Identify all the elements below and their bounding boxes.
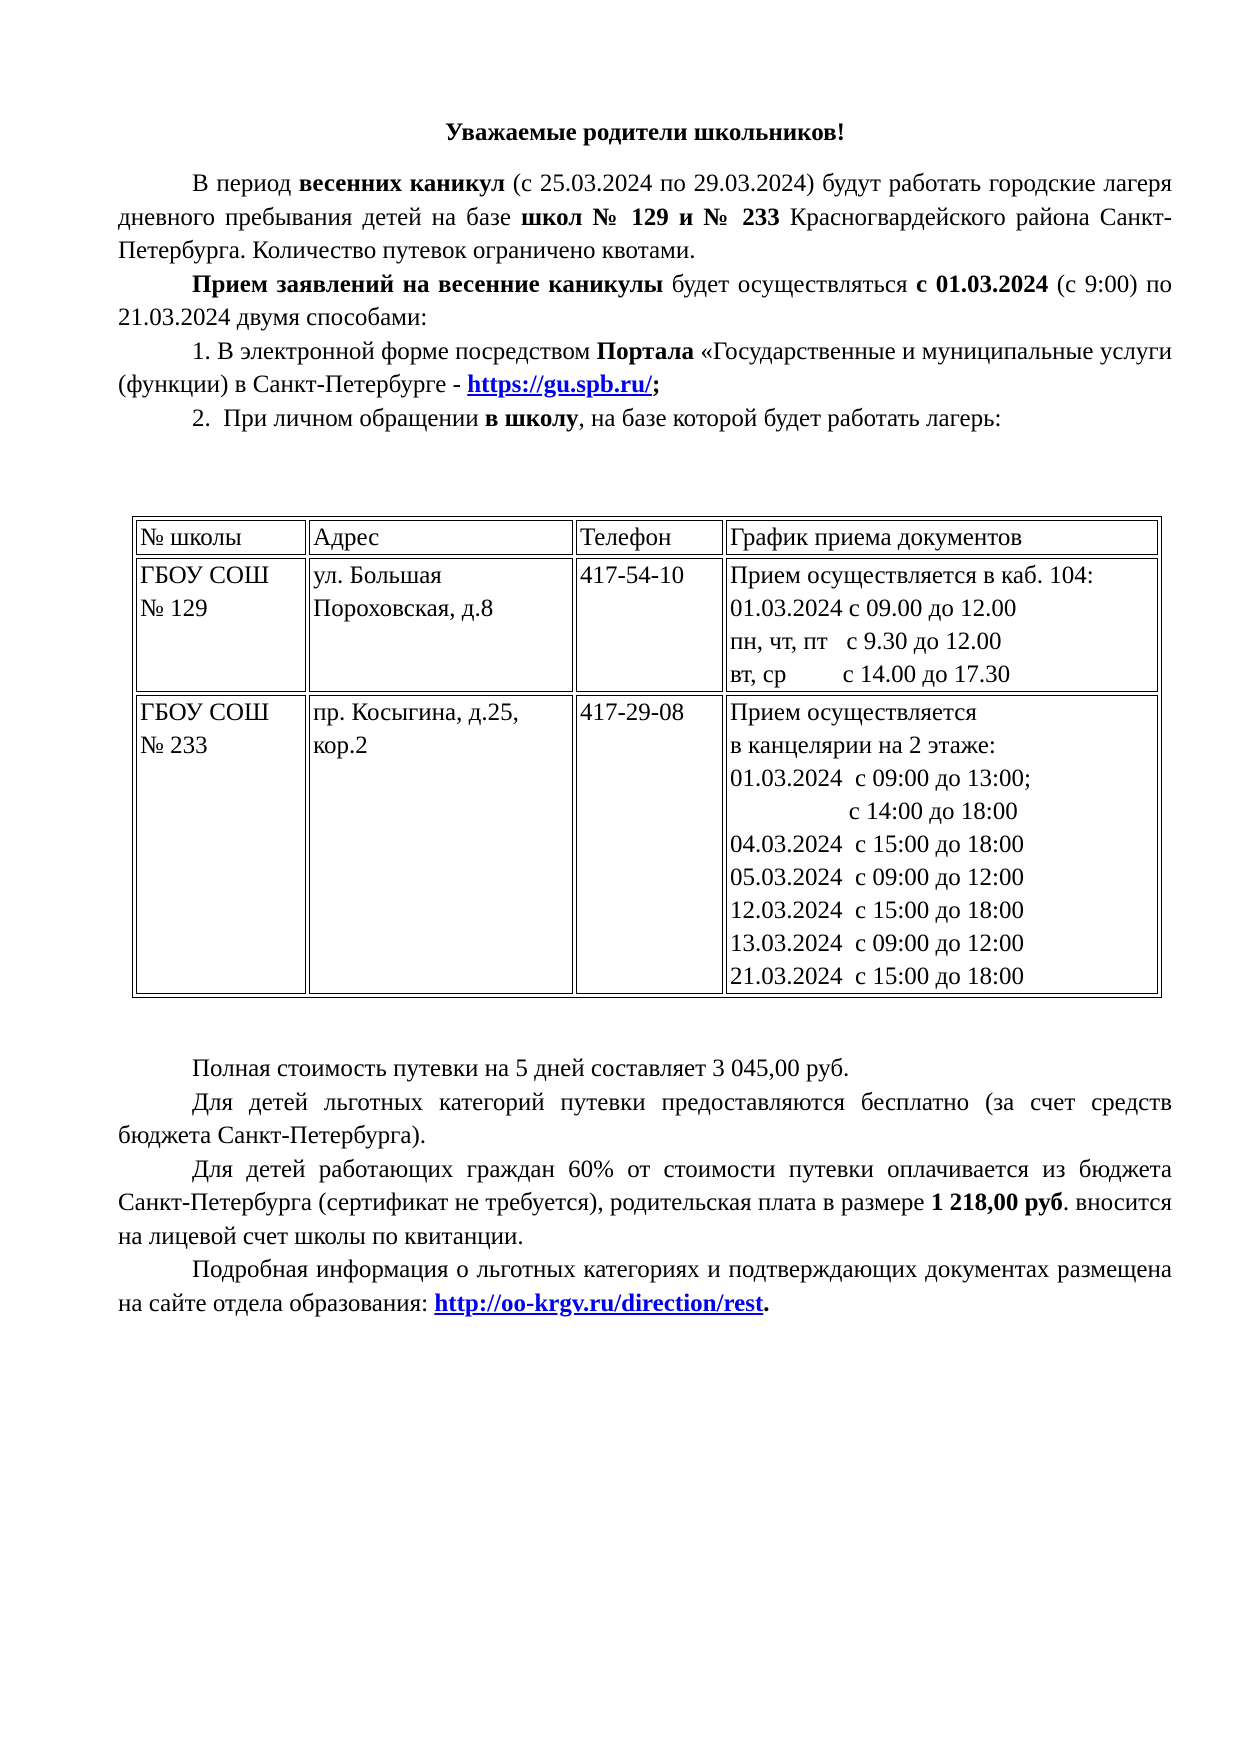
bold-text: Прием заявлений на весенние каникулы [192,270,664,298]
cell-address [309,558,573,692]
bold-text: школ № 129 и № 233 [520,203,780,231]
page-title: Уважаемые родители школьников! [445,119,845,146]
cell-schedule [726,695,1158,994]
bold-text: весенних каникул [298,170,506,197]
cell-line: 01.03.2024 с 09:00 до 13:00; [730,765,1031,792]
cell-line: 13.03.2024 с 09:00 до 12:00 [730,930,1024,957]
portal-link[interactable]: https://gu.spb.ru/ [467,371,652,398]
header-schedule: График приема документов [726,520,1158,555]
paragraph-cost: Полная стоимость путевки на 5 дней составляет 3 045,00 руб. [192,1055,850,1082]
cell-line: вт, ср с 14.00 до 17.30 [730,661,1011,688]
list-item-portal [118,335,1172,402]
cell-school [136,695,306,994]
paragraph-payment [118,1153,1172,1254]
punctuation: . [763,1289,770,1317]
cell-line: 21.03.2024 с 15:00 до 18:00 [730,963,1024,990]
paragraph-free: Для детей льготных категорий путевки предоставляются бесплатно (за счет средств бюджета Санкт-Петербурга). [118,1088,1172,1149]
cell-line: № 129 [140,595,208,622]
text: При личном обращении [223,404,485,432]
cell-phone: 417-54-10 [576,558,723,692]
cell-line: 01.03.2024 с 09.00 до 12.00 [730,595,1017,622]
cell-address [309,695,573,994]
paragraph-info [118,1253,1172,1320]
header-phone: Телефон [576,520,723,555]
text: «Государственные и муниципальные услуги (функции) в Санкт-Петербурге - [118,337,1173,398]
header-address: Адрес [309,520,573,555]
text: (с 9:00) по 21.03.2024 двумя способами: [118,270,1172,331]
cell-line: 05.03.2024 с 09:00 до 12:00 [730,864,1024,891]
text: (с 25.03.2024 по 29.03.2024) будут работать городские лагеря дневного пребывания детей на базе [118,170,1172,231]
cell-school [136,558,306,692]
cell-line: Прием осуществляется в каб. 104: [730,562,1094,589]
intro-block [118,167,1172,435]
cell-line: ГБОУ СОШ [140,562,270,589]
cell-line: № 233 [140,732,208,759]
list-item-school [118,402,1172,436]
list-number: 2. [192,404,211,432]
cell-line: кор.2 [313,732,368,759]
text: будет осуществляться [663,270,917,298]
cell-line: пн, чт, пт с 9.30 до 12.00 [730,628,1002,655]
text: Красногвардейского района Санкт-Петербурга. Количество путевок ограничено квотами. [118,203,1172,264]
cell-line: пр. Косыгина, д.25, [313,699,519,726]
paragraph-camps [118,167,1172,268]
cell-line: Прием осуществляется [730,699,977,726]
bold-text: в школу [484,404,579,432]
table-row [136,558,1158,692]
table-header-row [136,520,1158,555]
bold-text: 1 218,00 руб [930,1189,1063,1216]
text: . вносится на лицевой счет школы по квитанции. [118,1189,1173,1250]
cell-line: 12.03.2024 с 15:00 до 18:00 [730,897,1024,924]
punctuation: ; [652,371,661,398]
cell-schedule [726,558,1158,692]
cell-line: с 14:00 до 18:00 [730,798,1018,825]
cell-phone: 417-29-08 [576,695,723,994]
cell-line: в канцелярии на 2 этаже: [730,732,996,759]
table-row [136,695,1158,994]
text: В электронной форме посредством [217,337,597,365]
bold-text: с 01.03.2024 [916,270,1049,298]
text: Для детей работающих граждан 60% от стоимости путевки оплачивается из бюджета Санкт-Петербурга (сертификат не требуется), родительская плата в размере [118,1155,1172,1216]
header-school: № школы [136,520,306,555]
text: В период [192,170,299,197]
cell-line: ГБОУ СОШ [140,699,270,726]
closing-block [118,1052,1172,1320]
cell-line: Пороховская, д.8 [313,595,494,622]
cell-line: 04.03.2024 с 15:00 до 18:00 [730,831,1024,858]
schedule-table [132,516,1162,998]
text: , на базе которой будет работать лагерь: [578,404,1002,432]
list-number: 1. [192,337,211,365]
paragraph-applications [118,268,1172,335]
info-link[interactable]: http://oo-krgv.ru/direction/rest [434,1289,764,1317]
bold-text: Портала [596,337,694,365]
cell-line: ул. Большая [313,562,442,589]
text: Подробная информация о льготных категориях и подтверждающих документах размещена на сайте отдела образования: [118,1256,1172,1317]
